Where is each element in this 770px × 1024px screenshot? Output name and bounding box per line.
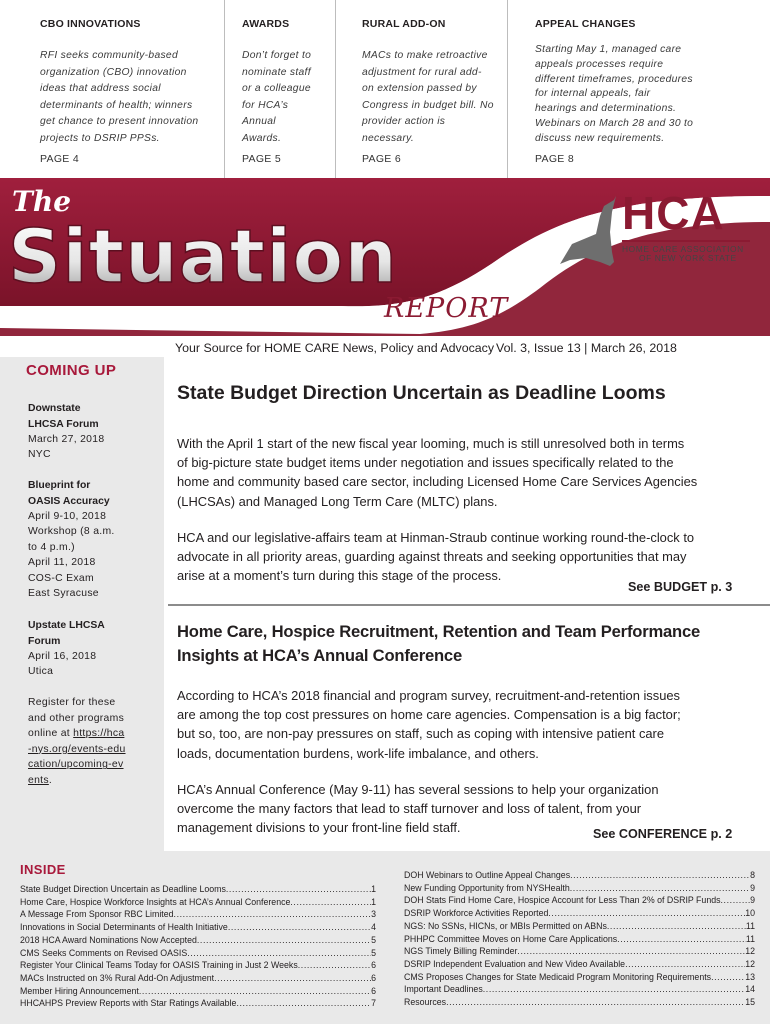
event-date: April 9-10, 2018 — [28, 511, 107, 522]
teaser-page-link[interactable]: PAGE 6 — [362, 153, 401, 165]
event-date: April 16, 2018 — [28, 651, 97, 662]
teaser-page-link[interactable]: PAGE 4 — [40, 153, 79, 165]
teaser-body: Don’t forget to nominate staff or a colleague for HCA’s Annual Awards. — [242, 50, 312, 144]
toc-item[interactable]: DOH Webinars to Outline Appeal Changes ..... 8 — [404, 869, 755, 882]
logo-rule — [622, 240, 750, 242]
article-divider — [168, 604, 770, 606]
teaser-heading: AWARDS — [242, 18, 290, 30]
masthead-tagline: Your Source for HOME CARE News, Policy and Advocacy — [175, 341, 495, 355]
register-link[interactable]: https://hca-nys.org/events-education/upcoming-events — [28, 728, 126, 786]
article-1-paragraph-1: With the April 1 start of the new fiscal year looming, much is still unresolved both in terms of big-picture state budget items under negotiation and issues specifically related to the home and community based care sector, including Licensed Home Care Services Agencies (LHCSAs) and Managed Long Term Care (MLTC) plans. — [177, 436, 698, 509]
masthead-banner — [0, 178, 770, 336]
issue-info: Vol. 3, Issue 13 | March 26, 2018 — [496, 341, 677, 355]
toc-item[interactable]: DSRIP Independent Evaluation and New Video Available ..... 12 — [404, 958, 755, 971]
toc-item[interactable]: CMS Seeks Comments on Revised OASIS ..... 5 — [20, 947, 376, 960]
teaser-body: MACs to make retroactive adjustment for rural add- on extension passed by Congress in budget bill. No provider action is necessary. — [362, 50, 494, 144]
inside-title: INSIDE — [20, 862, 66, 877]
article-2-title: Home Care, Hospice Recruitment, Retention and Team Performance Insights at HCA’s Annual Conference — [177, 622, 701, 665]
toc-item[interactable]: DSRIP Workforce Activities Reported ..... 10 — [404, 907, 755, 920]
teaser-heading: CBO INNOVATIONS — [40, 18, 141, 30]
toc-item[interactable]: Innovations in Social Determinants of Health Initiative ..... 4 — [20, 921, 376, 934]
teaser-rural-addon[interactable] — [335, 0, 507, 178]
event-location: Utica — [28, 666, 54, 677]
masthead-the: The — [12, 185, 72, 218]
toc-item[interactable]: A Message From Sponsor RBC Limited ..... 3 — [20, 908, 376, 921]
article-2-paragraph-2: HCA’s Annual Conference (May 9-11) has several sessions to help your organization overcome the many factors that lead to staff turnover and loss of talent, from your management divisions to your front-line field staff. — [177, 782, 659, 836]
toc-item[interactable]: Member Hiring Announcement ..... 6 — [20, 985, 376, 998]
teaser-row — [0, 0, 770, 178]
masthead-situation: Situation — [8, 214, 398, 300]
toc-item[interactable]: State Budget Direction Uncertain as Deadline Looms ..... 1 — [20, 883, 376, 896]
event-detail: to 4 p.m.) — [28, 542, 75, 553]
teaser-page-link[interactable]: PAGE 8 — [535, 153, 574, 165]
toc-right — [404, 869, 755, 1009]
toc-item[interactable]: CMS Proposes Changes for State Medicaid Program Monitoring Requirements ..... 13 — [404, 971, 755, 984]
toc-item[interactable]: Home Care, Hospice Workforce Insights at HCA’s Annual Conference ..... 1 — [20, 896, 376, 909]
teaser-page-link[interactable]: PAGE 5 — [242, 153, 281, 165]
event-title: Blueprint for OASIS Accuracy — [28, 480, 110, 507]
toc-left — [20, 883, 376, 1010]
register-note: Register for these and other programs online at https://hca-nys.org/events-education/upcoming-events. — [28, 697, 126, 786]
toc-item[interactable]: 2018 HCA Award Nominations Now Accepted ..... 5 — [20, 934, 376, 947]
toc-item[interactable]: DOH Stats Find Home Care, Hospice Account for Less Than 2% of DSRIP Funds ..... 9 — [404, 894, 755, 907]
event-location: NYC — [28, 449, 51, 460]
toc-item[interactable]: Register Your Clinical Teams Today for OASIS Training in Just 2 Weeks ..... 6 — [20, 959, 376, 972]
article-1-paragraph-2: HCA and our legislative-affairs team at Hinman-Straub continue working round-the-clock to advocate in all priority areas, guarding against threats and seeking opportunities that may arise at a moment’s turn during this stage of the process. — [177, 530, 695, 584]
logo-line-2: OF NEW YORK STATE — [639, 253, 737, 263]
see-budget-link[interactable]: See BUDGET p. 3 — [628, 580, 733, 594]
event-date: March 27, 2018 — [28, 434, 105, 445]
teaser-awards[interactable] — [224, 0, 335, 178]
toc-item[interactable]: Important Deadlines ..... 14 — [404, 983, 755, 996]
teaser-cbo[interactable] — [0, 0, 224, 178]
toc-item[interactable]: Resources ..... 15 — [404, 996, 755, 1009]
article-2-paragraph-1: According to HCA’s 2018 financial and program survey, recruitment-and-retention issues are among the top cost pressures on home care agencies. Compensation is a big factor; but so, too, are non-pay pressures on staff, such as coping with intensive patient care loads, documentation burdens, work-life imbalance, and others. — [177, 688, 681, 761]
teaser-body: Starting May 1, managed care appeals processes require different timeframes, procedures for internal appeals, fair hearings and determinations. Webinars on March 28 and 30 to discuss new requirements. — [535, 44, 694, 144]
event-title: Downstate LHCSA Forum — [28, 403, 99, 430]
event-detail: COS-C Exam — [28, 573, 94, 584]
logo-line-1: HOME CARE ASSOCIATION — [622, 244, 744, 254]
toc-item[interactable]: New Funding Opportunity from NYSHealth ..... 9 — [404, 882, 755, 895]
event-title: Upstate LHCSA Forum — [28, 620, 105, 647]
event-detail: Workshop (8 a.m. — [28, 526, 115, 537]
coming-up-title: COMING UP — [26, 362, 117, 379]
teaser-appeal-changes[interactable] — [507, 0, 770, 178]
teaser-body: RFI seeks community-based organization (CBO) innovation ideas that address social determinants of health; winners get chance to present innovation projects to DSRIP PPSs. — [40, 50, 199, 144]
toc-item[interactable]: NGS Timely Billing Reminder ..... 12 — [404, 945, 755, 958]
event-date: April 11, 2018 — [28, 557, 96, 568]
hca-logo: HCA — [622, 187, 725, 239]
article-1-title: State Budget Direction Uncertain as Deadline Looms — [177, 382, 666, 404]
teaser-heading: RURAL ADD-ON — [362, 18, 446, 30]
toc-item[interactable]: NGS: No SSNs, HICNs, or MBIs Permitted on ABNs ..... 11 — [404, 920, 755, 933]
teaser-heading: APPEAL CHANGES — [535, 18, 636, 30]
event-location: East Syracuse — [28, 588, 99, 599]
masthead-report: REPORT — [384, 293, 509, 324]
toc-item[interactable]: MACs Instructed on 3% Rural Add-On Adjustment ..... 6 — [20, 972, 376, 985]
toc-item[interactable]: PHHPC Committee Moves on Home Care Applications ..... 11 — [404, 933, 755, 946]
see-conference-link[interactable]: See CONFERENCE p. 2 — [593, 827, 733, 841]
toc-item[interactable]: HHCAHPS Preview Reports with Star Ratings Available ..... 7 — [20, 997, 376, 1010]
